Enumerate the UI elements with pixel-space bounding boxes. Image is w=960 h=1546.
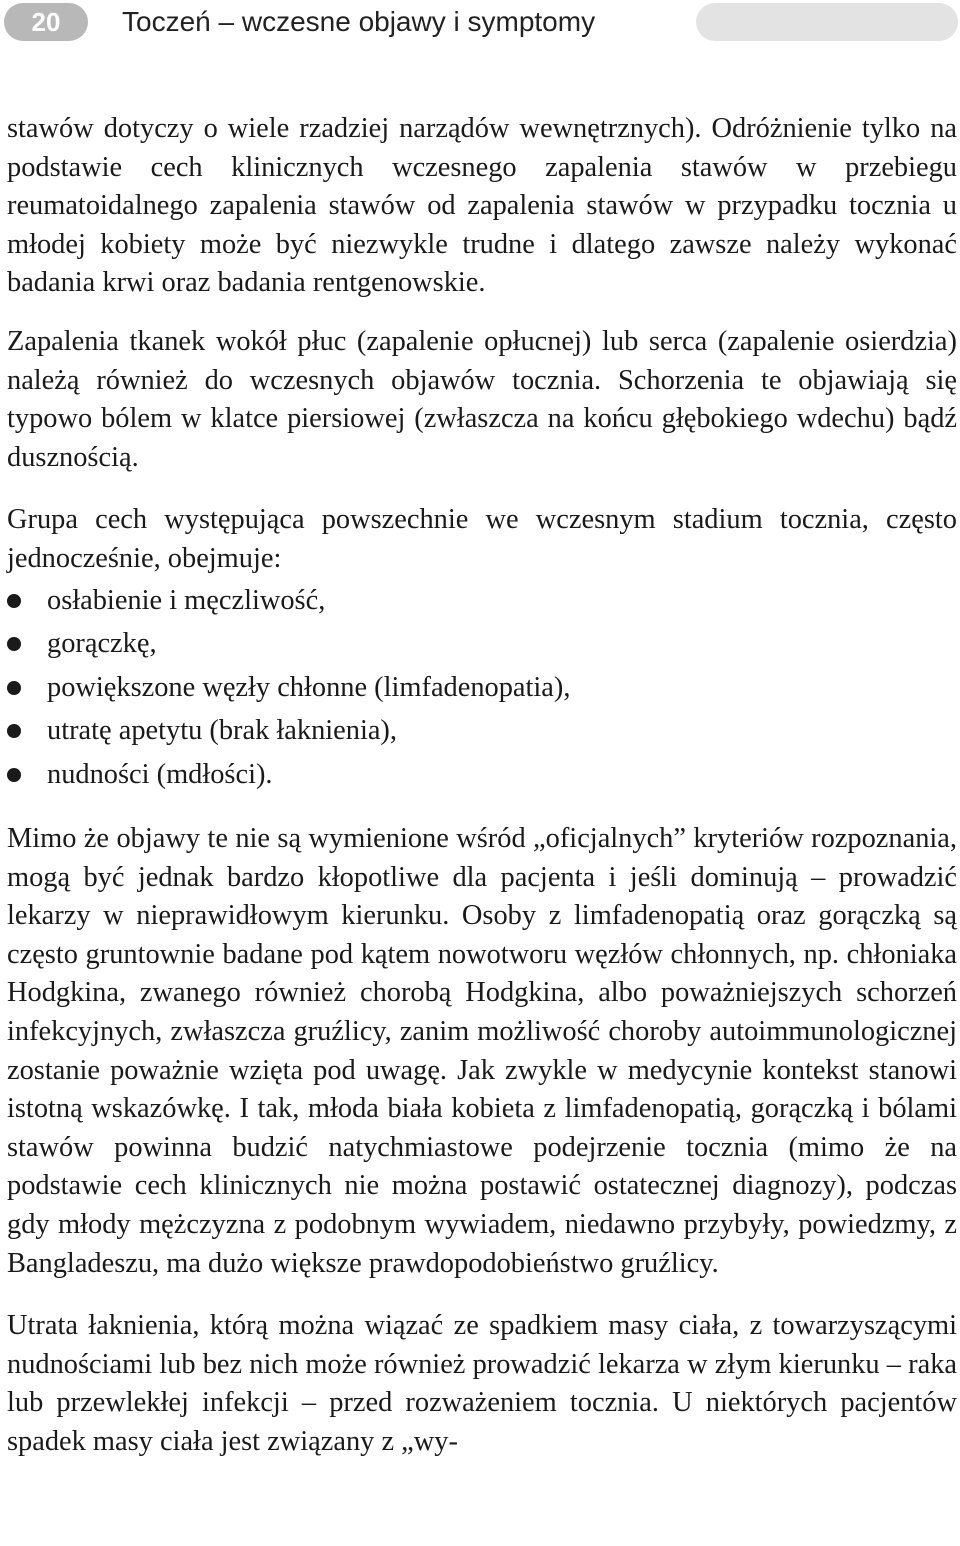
list-item-text: utratę apetytu (brak łaknienia), — [47, 715, 397, 747]
page-body-text — [7, 110, 957, 1462]
list-item — [7, 753, 957, 797]
paragraph-3: Grupa cech występująca powszechnie we wczesnym stadium tocznia, często jednocześnie, obejmuje: — [7, 504, 957, 574]
bullet-icon — [7, 594, 21, 608]
bullet-icon — [7, 768, 21, 782]
list-item-text: powiększone węzły chłonne (limfadenopatia), — [47, 671, 571, 703]
page-number-badge: 20 — [4, 3, 88, 41]
header-decorative-bar — [696, 3, 958, 41]
list-item-text: osłabienie i męczliwość, — [47, 584, 326, 616]
bullet-icon — [7, 681, 21, 695]
page-header — [0, 0, 960, 46]
list-item — [7, 709, 957, 753]
paragraph-5: Utrata łaknienia, którą można wiązać ze spadkiem masy ciała, z towarzyszącymi nudnościami lub bez nich może również prowadzić lekarza w złym kierunku – raka lub przewlekłej infekcji – przed rozważeniem tocznia. U niektórych pacjentów spadek masy ciała jest związany z „wy- — [7, 1310, 957, 1457]
paragraph-1: stawów dotyczy o wiele rzadziej narządów wewnętrznych). Odróżnienie tylko na podstawie cech klinicznych wczesnego zapalenia stawów w przebiegu reumatoidalnego zapalenia stawów od zapalenia stawów w przypadku tocznia u młodej kobiety może być niezwykle trudne i dlatego zawsze należy wykonać badania krwi oraz badania rentgenowskie. — [7, 113, 957, 299]
list-item-text: gorączkę, — [47, 628, 157, 660]
running-title: Toczeń – wczesne objawy i symptomy — [122, 6, 596, 37]
paragraph-2: Zapalenia tkanek wokół płuc (zapalenie opłucnej) lub serca (zapalenie osierdzia) należą również do wczesnych objawów tocznia. Schorzenia te objawiają się typowo bólem w klatce piersiowej (zwłaszcza na końcu głębokiego wdechu) bądź dusznością. — [7, 325, 957, 473]
paragraph-4: Mimo że objawy te nie są wymienione wśród „oficjalnych” kryteriów rozpoznania, mogą być jednak bardzo kłopotliwe dla pacjenta i jeśli dominują – prowadzić lekarzy w nieprawidłowym kierunku. Osoby z limfadenopatią oraz gorączką są często gruntownie badane pod kątem nowotworu węzłów chłonnych, np. chłoniaka Hodgkina, zwanego również chorobą Hodgkina, albo poważniejszych schorzeń infekcyjnych, zwłaszcza gruźlicy, zanim możliwość choroby autoimmunologicznej zostanie poważnie wzięta pod uwagę. Jak zwykle w medycynie kontekst stanowi istotną wskazówkę. I tak, młoda biała kobieta z limfadenopatią, gorączką i bólami stawów powinna budzić natychmiastowe podejrzenie tocznia (mimo że na podstawie cech klinicznych nie można postawić ostatecznej diagnozy), podczas gdy młody mężczyzna z podobnym wywiadem, niedawno przybyły, powiedzmy, z Bangladeszu, ma dużo większe prawdopodobieństwo gruźlicy. — [7, 823, 957, 1279]
bullet-icon — [7, 724, 21, 738]
bullet-icon — [7, 637, 21, 651]
list-item — [7, 622, 957, 666]
list-item — [7, 666, 957, 710]
symptom-list — [7, 579, 957, 797]
list-item — [7, 579, 957, 623]
list-item-text: nudności (mdłości). — [47, 758, 273, 790]
